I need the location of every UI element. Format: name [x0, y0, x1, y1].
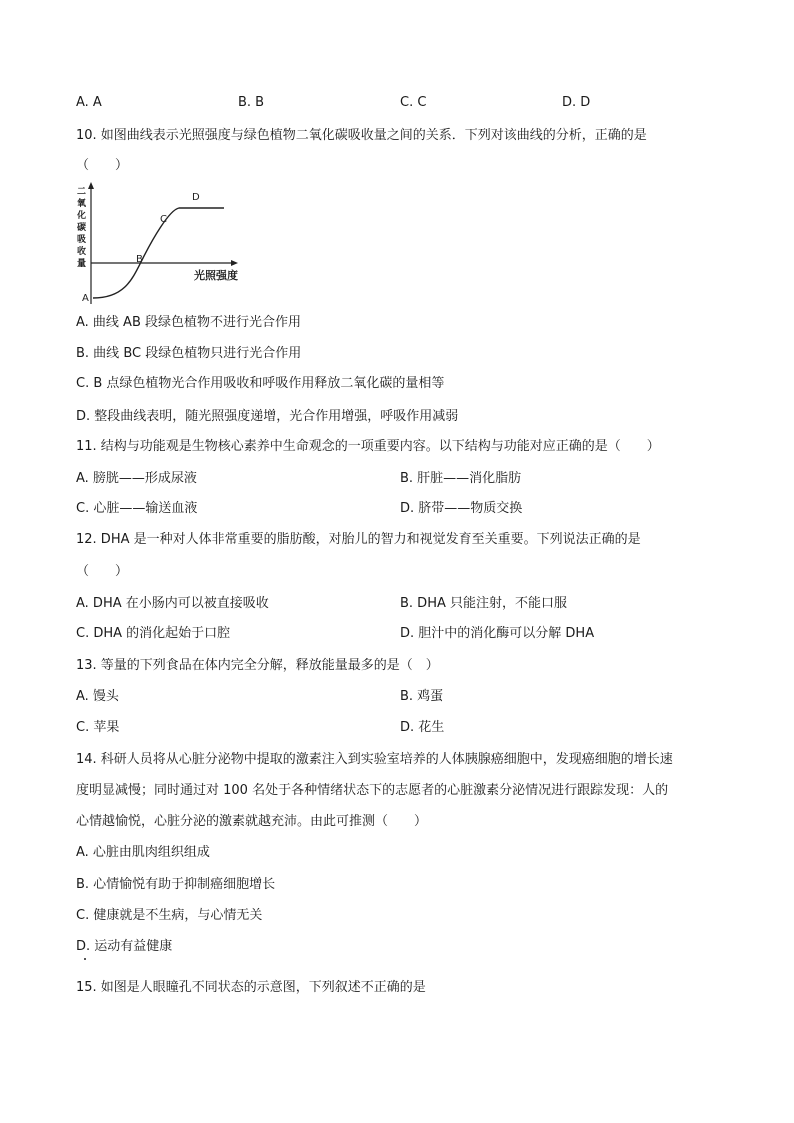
q12-option-d: D. 胆汁中的消化酶可以分解 DHA [400, 626, 595, 641]
q14-stem-line-1: 14. 科研人员将从心脏分泌物中提取的激素注入到实验室培养的人体胰腺癌细胞中，发现癌细胞的增长速 [76, 752, 673, 767]
y-label-char: 收 [77, 247, 87, 257]
x-axis-label: 光照强度 [194, 269, 238, 282]
q14-option-d: D. 运动有益健康 [76, 939, 173, 954]
q13-stem: 13. 等量的下列食品在体内完全分解，释放能量最多的是（ ） [76, 658, 439, 673]
q12-paren: （ ） [76, 564, 129, 579]
q10-paren: （ ） [76, 158, 129, 173]
q9-option-d: D. D [562, 95, 591, 110]
co2-curve [93, 208, 224, 298]
q13-option-b: B. 鸡蛋 [400, 689, 444, 704]
y-axis-arrow [88, 182, 94, 189]
q13-option-c: C. 苹果 [76, 720, 120, 735]
q11-option-d: D. 脐带——物质交换 [400, 501, 523, 516]
y-label-char: 吸 [77, 235, 87, 245]
q11-option-b: B. 肝脏——消化脂肪 [400, 471, 522, 486]
q12-option-c: C. DHA 的消化起始于口腔 [76, 626, 231, 641]
point-label-d: D [192, 192, 200, 203]
q14-stem-line-3: 心情越愉悦，心脏分泌的激素就越充沛。由此可推测（ ） [76, 814, 428, 829]
y-label-char: 二 [77, 187, 87, 197]
y-label-char: 化 [77, 211, 87, 221]
q12-option-a: A. DHA 在小肠内可以被直接吸收 [76, 596, 269, 611]
q15-stem: 15. 如图是人眼瞳孔不同状态的示意图，下列叙述不正确的是 [76, 980, 426, 995]
y-label-char: 氧 [77, 199, 87, 209]
stray-dot [84, 958, 86, 960]
q13-option-d: D. 花生 [400, 720, 445, 735]
q10-option-a: A. 曲线 AB 段绿色植物不进行光合作用 [76, 315, 302, 330]
q9-option-b: B. B [238, 95, 265, 110]
q10-figure [74, 180, 254, 308]
q10-option-b: B. 曲线 BC 段绿色植物只进行光合作用 [76, 346, 302, 361]
q14-option-a: A. 心脏由肌肉组织组成 [76, 845, 210, 860]
point-label-a: A [82, 293, 89, 304]
q10-option-c: C. B 点绿色植物光合作用吸收和呼吸作用释放二氧化碳的量相等 [76, 376, 445, 391]
point-label-b: B [136, 254, 143, 265]
q12-stem: 12. DHA 是一种对人体非常重要的脂肪酸，对胎儿的智力和视觉发育至关重要。下列说法正确的是 [76, 532, 641, 547]
y-label-char: 量 [77, 259, 87, 269]
q14-option-c: C. 健康就是不生病，与心情无关 [76, 908, 263, 923]
q11-option-c: C. 心脏——输送血液 [76, 501, 198, 516]
y-label-char: 碳 [77, 223, 87, 233]
q14-stem-line-2: 度明显减慢；同时通过对 100 名处于各种情绪状态下的志愿者的心脏激素分泌情况进行跟踪发现：人的 [76, 783, 669, 798]
q12-option-b: B. DHA 只能注射，不能口服 [400, 596, 567, 611]
q13-option-a: A. 馒头 [76, 689, 119, 704]
q11-stem: 11. 结构与功能观是生物核心素养中生命观念的一项重要内容。以下结构与功能对应正确的是（ ） [76, 439, 660, 454]
q9-option-a: A. A [76, 95, 102, 110]
q9-option-c: C. C [400, 95, 427, 110]
q10-option-d: D. 整段曲线表明，随光照强度递增，光合作用增强，呼吸作用减弱 [76, 409, 459, 424]
point-label-c: C [160, 214, 167, 225]
q10-stem: 10. 如图曲线表示光照强度与绿色植物二氧化碳吸收量之间的关系．下列对该曲线的分析，正确的是 [76, 128, 647, 143]
x-axis-arrow [231, 260, 238, 266]
q11-option-a: A. 膀胱——形成尿液 [76, 471, 197, 486]
q14-option-b: B. 心情愉悦有助于抑制癌细胞增长 [76, 877, 276, 892]
